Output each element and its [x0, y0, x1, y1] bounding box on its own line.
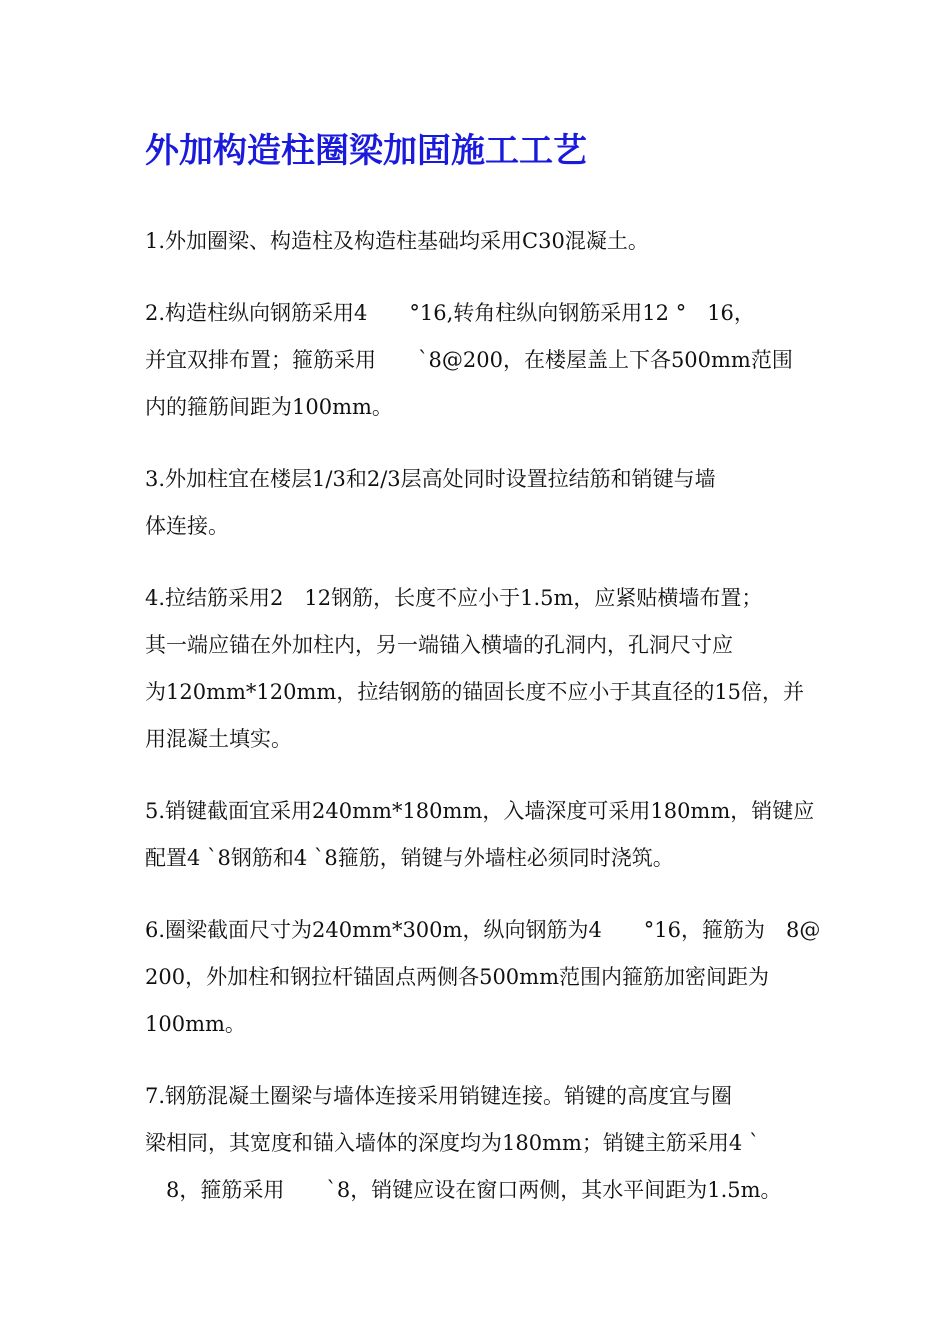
paragraph-line: 7.钢筋混凝土圈梁与墙体连接采用销键连接。销键的高度宜与圈 [145, 1084, 733, 1108]
paragraph-line: 内的箍筋间距为100mm。 [145, 395, 393, 419]
paragraph-line: 200，外加柱和钢拉杆锚固点两侧各500mm范围内箍筋加密间距为 [145, 965, 769, 989]
paragraph-line: 其一端应锚在外加柱内，另一端锚入横墙的孔洞内，孔洞尺寸应 [145, 633, 733, 657]
paragraph-line: 配置4 `8钢筋和4 `8箍筋，销键与外墙柱必须同时浇筑。 [145, 846, 674, 870]
paragraph-line: 用混凝土填实。 [145, 727, 292, 751]
paragraph-line: 为120mm*120mm，拉结钢筋的锚固长度不应小于其直径的15倍，并 [145, 680, 805, 704]
paragraph-line: 100mm。 [145, 1012, 246, 1036]
paragraph-line: 4.拉结筋采用2 12钢筋，长度不应小于1.5m，应紧贴横墙布置； [145, 586, 763, 610]
paragraph-line: 1.外加圈梁、构造柱及构造柱基础均采用C30混凝土。 [145, 229, 649, 253]
paragraph-6 [145, 907, 821, 1048]
paragraph-2 [145, 290, 810, 431]
paragraph-1 [145, 218, 810, 265]
paragraph-5 [145, 788, 815, 882]
document-title: 外加构造柱圈梁加固施工工艺 [145, 131, 587, 171]
paragraph-line: 5.销键截面宜采用240mm*180mm，入墙深度可采用180mm，销键应 [145, 799, 815, 823]
document-body [145, 218, 821, 1239]
paragraph-line: 2.构造柱纵向钢筋采用4 °16,转角柱纵向钢筋采用12 ° 16， [145, 301, 755, 325]
paragraph-line: 8，箍筋采用 `8，销键应设在窗口两侧，其水平间距为1.5m。 [145, 1178, 782, 1202]
paragraph-line: 并宜双排布置；箍筋采用 `8@200，在楼屋盖上下各500mm范围 [145, 348, 793, 372]
paragraph-4 [145, 575, 810, 763]
paragraph-7 [145, 1073, 810, 1214]
paragraph-3 [145, 456, 810, 550]
paragraph-line: 3.外加柱宜在楼层1/3和2/3层高处同时设置拉结筋和销键与墙 [145, 467, 716, 491]
paragraph-line: 梁相同，其宽度和锚入墙体的深度均为180mm；销键主筋采用4 ` [145, 1131, 760, 1155]
paragraph-line: 体连接。 [145, 514, 229, 538]
paragraph-line: 6.圈梁截面尺寸为240mm*300m，纵向钢筋为4 °16，箍筋为 8@ [145, 918, 821, 942]
